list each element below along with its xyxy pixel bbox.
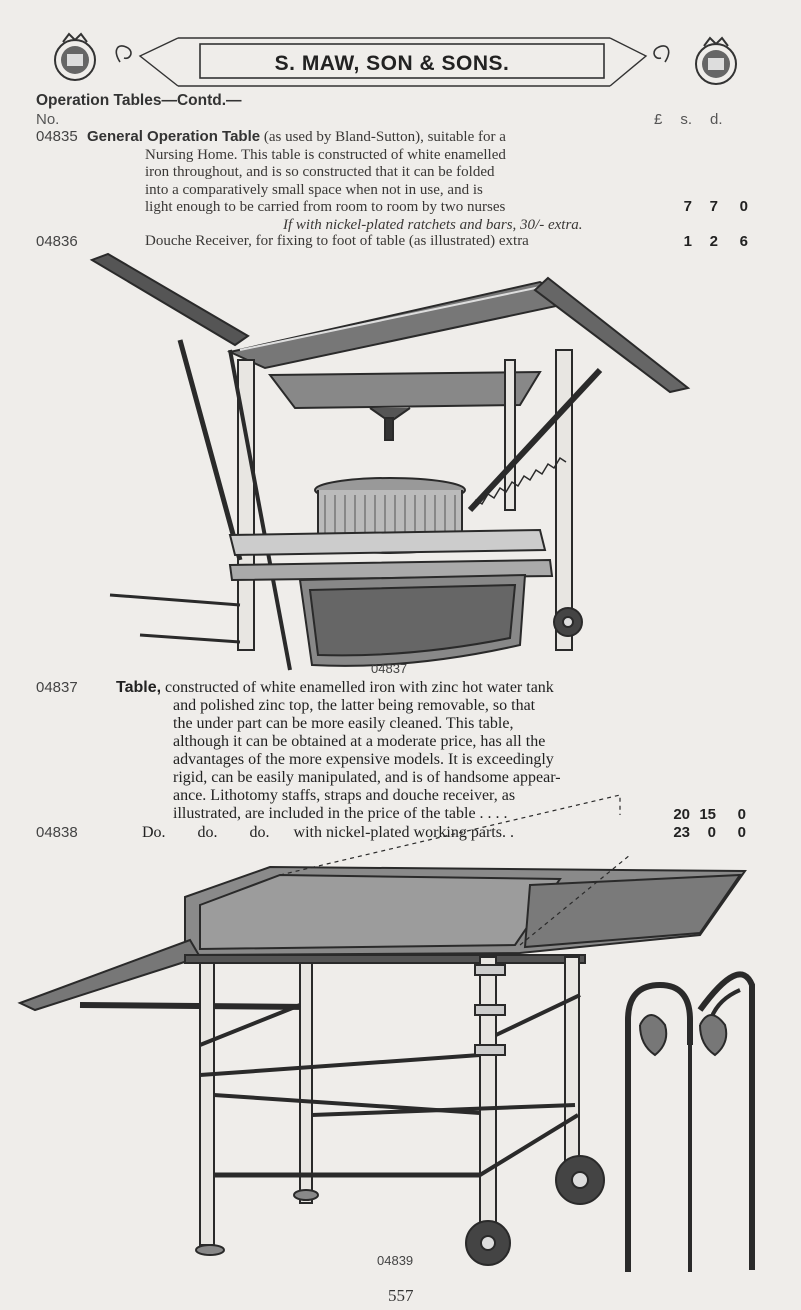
- entry-description: General Operation Table (as used by Bland-Sutton), suitable for a Nursing Home. This table is constructed of white enamelled iron throughout, and is so constructed that it can be folded into a comparatively small space when not in use, and is light enough to be carried from room to room by two nurses If with nickel-plated ratchets and bars, 30/- extra.: [87, 128, 583, 233]
- entry-price: 20 15 0: [673, 806, 746, 823]
- figure-caption: 04839: [377, 1253, 414, 1268]
- banner-title: S. MAW, SON & SONS.: [274, 52, 510, 75]
- entry-number: 04835: [36, 128, 78, 145]
- entry-price: 23 0 0: [673, 824, 746, 841]
- entry-number: 04837: [36, 679, 78, 696]
- column-header-currency: [654, 111, 741, 128]
- left-crest-icon: [55, 34, 95, 80]
- entry-description: Do. do. do. with nickel-plated working parts. .: [142, 824, 514, 841]
- entry-title: General Operation Table: [87, 128, 261, 145]
- entry-note: If with nickel-plated ratchets and bars, 30/- extra.: [283, 216, 583, 233]
- entry-price: 7 7 0: [683, 198, 748, 215]
- right-crest-icon: [696, 38, 736, 84]
- entry-title: Table,: [116, 679, 162, 696]
- pence-header: d.: [710, 111, 723, 128]
- shilling-header: s.: [680, 111, 693, 128]
- figure-caption: 04837: [371, 661, 408, 676]
- operating-table-illustration: [0, 845, 801, 1295]
- banner-frame: [0, 0, 801, 100]
- entry-number: 04838: [36, 824, 78, 841]
- entry-description: Table, constructed of white enamelled iron with zinc hot water tank and polished zinc top, the latter being removable, so that the under part can be more easily cleaned. This table, although it can be obtained at a moderate price, has all the advantages of the more expensive models. It is exceedingly rigid, can be easily manipulated, and is of handsome appear- ance. Lithotomy staffs, straps and douche receiver, as illustrated, are included in the price of the table . . . .: [116, 679, 561, 822]
- pound-header: £: [654, 111, 663, 128]
- column-header-no: No.: [36, 111, 60, 128]
- entry-description: Douche Receiver, for fixing to foot of table (as illustrated) extra: [145, 233, 529, 249]
- entry-number: 04836: [36, 233, 78, 250]
- section-title: Operation Tables—Contd.—: [36, 92, 242, 109]
- entry-price: 1 2 6: [683, 233, 748, 250]
- folding-operation-table-illustration: [0, 250, 801, 670]
- page-number: 557: [388, 1286, 414, 1305]
